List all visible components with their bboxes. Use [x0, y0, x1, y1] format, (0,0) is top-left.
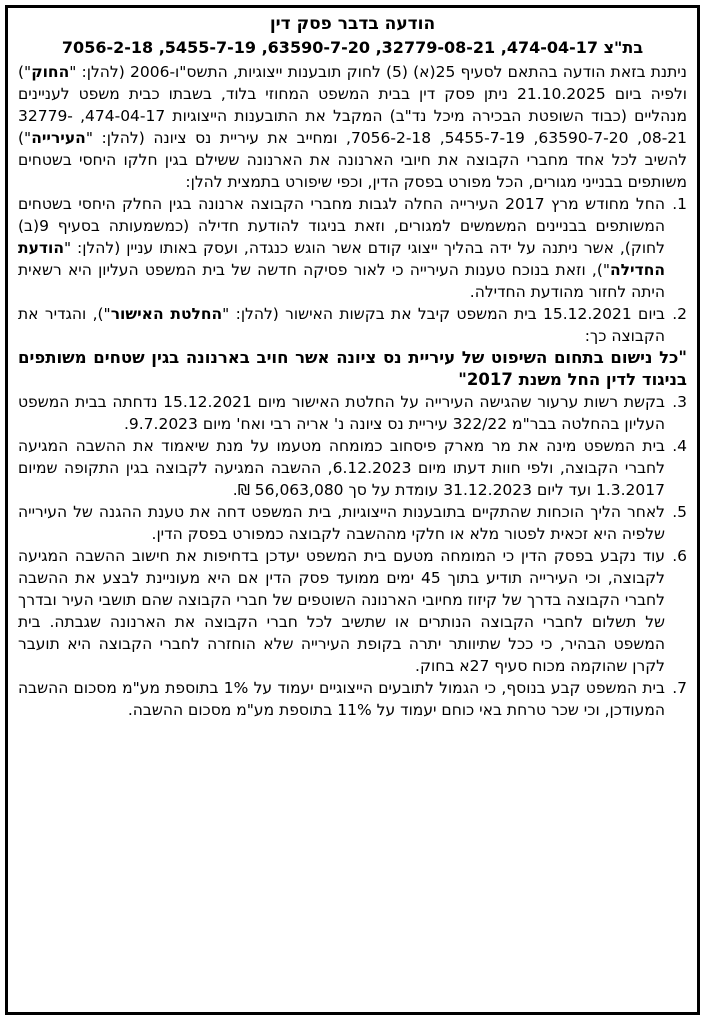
point-3: [18, 391, 687, 435]
point-text: "), והגדיר את הקבוצה כך:: [18, 305, 665, 345]
intro-paragraph: [18, 61, 687, 193]
intro-municipality-term: העירייה: [31, 129, 86, 147]
point-text: בית המשפט מינה את מר מארק פיסחוב כמומחה מטעמו על מנת שיאמוד את ההשבה המגיעה לחברי הקבוצה, ולפי חוות דעתו מיום 6.12.2023, ההשבה המגיעה לקבוצה בגין התקופה שמיום 1.3.2017 ועד ליום 31.12.2023 עומדת על סך 56,063,080 ₪.: [18, 437, 665, 499]
court-notice: [5, 5, 700, 1015]
point-text: בית המשפט קבע בנוסף, כי הגמול לתובעים הייצוגיים יעמוד על 1% בתוספת מע"מ מסכום ההשבה המעודכן, וכי שכר טרחת באי כוחם יעמוד על 11% בתוספת מע"מ מסכום ההשבה.: [18, 679, 665, 719]
point-text: בקשת רשות ערעור שהגישה העירייה על החלטת האישור מיום 15.12.2021 נדחתה בבית המשפט העליון בהחלטה בבר"מ 322/22 עיריית נס ציונה נ' אריה רבי ואח' מיום 9.7.2023.: [18, 393, 665, 433]
class-definition-quote: "כל נישום בתחום השיפוט של עיריית נס ציונה אשר חויב בארנונה בגין שטחים משותפים בניגוד לדין החל משנת 2017": [18, 348, 687, 389]
notice-title: הודעה בדבר פסק דין: [269, 14, 436, 34]
point-number: 7.: [672, 679, 687, 697]
point-text: ביום 15.12.2021 בית המשפט קיבל את בקשות האישור (להלן: ": [222, 305, 665, 323]
intro-text-3: ") להשיב לכל אחד מחברי הקבוצה את חיובי הארנונה את הארנונה ששילם בגין חלקו היחסי בשטחים משותפים בבנייני מגורים, הכל מפורט בפסק הדין, וכפי שיפורט בתמצית להלן:: [18, 129, 687, 191]
points-list: [18, 193, 687, 721]
point-term: הודעת החדילה: [18, 239, 665, 279]
intro-text-1: ניתנת בזאת הודעה בהתאם לסעיף 25(א) (5) לחוק תובענות ייצוגיות, התשס"ו-2006 (להלן: ": [69, 63, 687, 81]
point-number: 4.: [672, 437, 687, 455]
point-term: החלטת האישור: [110, 305, 223, 323]
point-text: "), וזאת בנוכח טענות העירייה כי לאור פסיקה חדשה של בית המשפט העליון היא רשאית היתה לחזור מהודעת החדילה.: [18, 261, 665, 301]
point-text: החל מחודש מרץ 2017 העירייה החלה לגבות מחברי הקבוצה ארנונה בגין החלק היחסי בשטחים המשותפים בבניינים המשמשים למגורים, וזאת בניגוד להודעת חדילה (כמשמעותה בסעיף 9(ב) לחוק), אשר ניתנה על ידה בהליך ייצוגי קודם אשר הוגש כנגדה, ועסק באותו עניין (להלן: ": [18, 195, 665, 257]
intro-law-term: החוק: [31, 63, 70, 81]
point-text: עוד נקבע בפסק הדין כי המומחה מטעם בית המשפט יעדכן בדחיפות את חישוב ההשבה המגיעה לקבוצה, וכי העירייה תודיע בתוך 45 ימים ממועד פסק הדין אם היא מעוניינת לבצע את ההשבה לחברי הקבוצה בדרך של קיזוז מחיובי הארנונה השוטפים של חברי הקבוצה שהם תושבי העיר ובדרך של תשלום לחברי הקבוצה הנותרים או שתשיב לכל חברי הקבוצה את הארנונה שגבתה. בית המשפט הבהיר, כי ככל שתיוותר יתרה בקופת העירייה שלא הוחזרה לחברי הקבוצה היא תועבר לקרן שהוקמה מכוח סעיף 27א בחוק.: [18, 547, 665, 675]
point-2: [18, 303, 687, 391]
point-number: 3.: [672, 393, 687, 411]
point-4: [18, 435, 687, 501]
point-number: 2.: [672, 305, 687, 323]
intro-text-2: ") ולפיה ביום 21.10.2025 ניתן פסק דין בבית המשפט המחוזי בלוד, בשבתו כבית משפט לעניינים מנהליים (כבוד השופטת הבכירה מיכל נד"ב) המקבל את התובענות הייצוגיות 474-04-17, 32779-08-21, 63590-7-20, 5455-7-19, 7056-2-18, ומחייב את עיריית נס ציונה (להלן: ": [18, 63, 688, 147]
point-number: 6.: [672, 547, 687, 565]
case-numbers: בת"צ 474-04-17, 32779-08-21, 63590-7-20, 5455-7-19, 7056-2-18: [61, 38, 644, 57]
point-number: 1.: [672, 195, 687, 213]
point-5: [18, 501, 687, 545]
point-text: לאחר הליך הוכחות שהתקיים בתובענות הייצוגיות, בית המשפט דחה את טענת ההגנה של העירייה שלפיה היא זכאית לפטור מלא או חלקי מההשבה לקבוצה כמפורט בפסק הדין.: [18, 503, 665, 543]
point-7: [18, 677, 687, 721]
point-6: [18, 545, 687, 677]
point-1: [18, 193, 687, 303]
point-number: 5.: [672, 503, 687, 521]
